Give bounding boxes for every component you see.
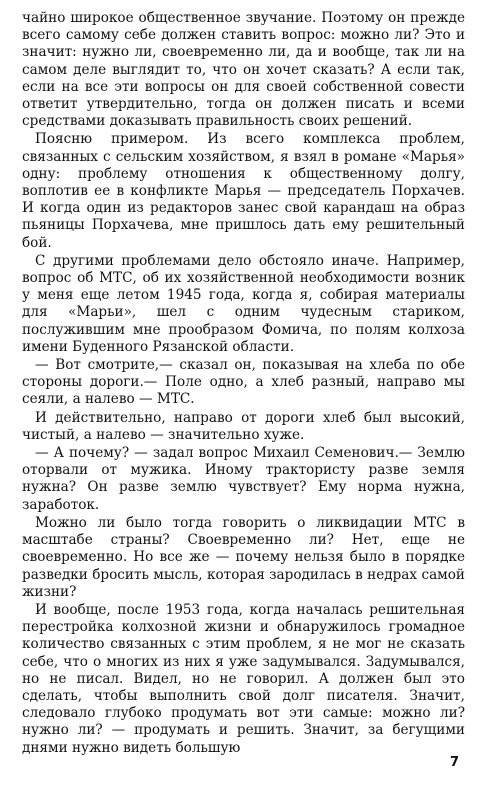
- paragraph-1: чайно широкое общественное звучание. Поэтому он прежде всего самому себе должен ставить вопрос: можно ли? Это и значит: нужно ли, своевременно ли, да и вообще, так ли на самом деле выглядит то, что он хочет сказать? А если так, если на все эти вопросы он для своей собственной совести ответит утвердительно, тогда он должен писать и всеми средствами доказывать правильность своих решений.: [22, 10, 465, 130]
- paragraph-5: И действительно, направо от дороги хлеб был высокий, чистый, а налево — значительно хуже.: [22, 409, 465, 443]
- paragraph-6: — А почему? — задал вопрос Михаил Семенович.— Землю оторвали от мужика. Иному трактористу разве земля нужна? Он разве землю чувствует? Ему норма нужна, заработок.: [22, 445, 465, 513]
- document-page: [22, 10, 465, 800]
- paragraph-7: Можно ли было тогда говорить о ликвидации МТС в масштабе страны? Своевременно ли? Нет, еще не своевременно. Но все же — почему нельзя было в порядке разведки бросить мысль, которая зародилась в недрах самой жизни?: [22, 514, 465, 600]
- paragraph-8: И вообще, после 1953 года, когда началась решительная перестройка колхозной жизни и обнаружилось громадное количество связанных с этим проблем, я не мог не сказать себе, что о многих из них я уже задумывался. Задумывался, но не писал. Видел, но не говорил. А должен был это сделать, чтобы выполнить свой долг писателя. Значит, следовало глубоко продумать вот эти самые: можно ли? нужно ли? — продумать и решить. Значит, за бегущими днями нужно видеть большую: [22, 601, 465, 756]
- paragraph-3: С другими проблемами дело обстояло иначе. Например, вопрос об МТС, об их хозяйственной необходимости возник у меня еще летом 1945 года, когда я, собирая материалы для «Марьи», шел с одним чудесным стариком, послужившим мне прообразом Фомича, по полям колхоза имени Буденного Рязанской области.: [22, 252, 465, 355]
- page-number: 7: [449, 755, 459, 770]
- paragraph-4: — Вот смотрите,— сказал он, показывая на хлеба по обе стороны дороги.— Поле одно, а хлеб разный, направо мы сеяли, а налево — МТС.: [22, 357, 465, 408]
- paragraph-2: Поясню примером. Из всего комплекса проблем, связанных с сельским хозяйством, я взял в романе «Марья» одну: проблему отношения к общественному долгу, воплотив ее в конфликте Марья — председатель Порхачев. И когда один из редакторов занес свой карандаш на образ пьяницы Порхачева, мне пришлось дать ему решительный бой.: [22, 131, 465, 251]
